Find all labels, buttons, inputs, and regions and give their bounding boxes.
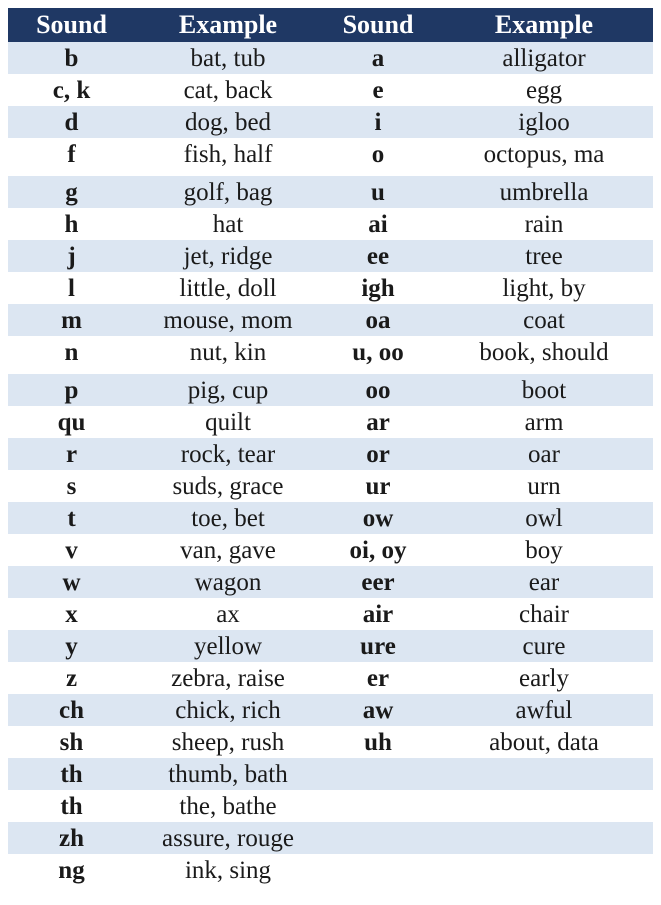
example-cell-left: toe, bet (135, 502, 321, 534)
sound-cell-left: m (8, 304, 135, 336)
table-row (8, 406, 653, 438)
table-body (8, 42, 653, 886)
table-row (8, 176, 653, 208)
sound-cell-right: oa (321, 304, 435, 336)
table-row (8, 758, 653, 790)
example-cell-left: ax (135, 598, 321, 630)
example-cell-left: zebra, raise (135, 662, 321, 694)
sound-cell-right (321, 758, 435, 790)
example-cell-left: dog, bed (135, 106, 321, 138)
table-row (8, 662, 653, 694)
sound-cell-left: z (8, 662, 135, 694)
example-cell-right: oar (435, 438, 653, 470)
sound-cell-right: ow (321, 502, 435, 534)
example-cell-right: boot (435, 374, 653, 406)
sound-cell-left: ch (8, 694, 135, 726)
column-header-example-1: Example (135, 8, 321, 42)
sound-cell-right (321, 790, 435, 822)
example-cell-left: yellow (135, 630, 321, 662)
sound-cell-left: r (8, 438, 135, 470)
sound-cell-right: ai (321, 208, 435, 240)
example-cell-right: tree (435, 240, 653, 272)
table-row (8, 502, 653, 534)
sound-cell-left: n (8, 336, 135, 368)
example-cell-left: fish, half (135, 138, 321, 170)
example-cell-right: cure (435, 630, 653, 662)
table-row (8, 336, 653, 368)
sound-cell-left: y (8, 630, 135, 662)
example-cell-right: ear (435, 566, 653, 598)
example-cell-left: thumb, bath (135, 758, 321, 790)
example-cell-right (435, 758, 653, 790)
example-cell-right (435, 790, 653, 822)
sound-cell-left: sh (8, 726, 135, 758)
table-row (8, 790, 653, 822)
example-cell-right: coat (435, 304, 653, 336)
example-cell-right: egg (435, 74, 653, 106)
sound-cell-left: w (8, 566, 135, 598)
sound-cell-left: l (8, 272, 135, 304)
sound-cell-left: zh (8, 822, 135, 854)
example-cell-left: suds, grace (135, 470, 321, 502)
sound-cell-left: h (8, 208, 135, 240)
sound-cell-right: oo (321, 374, 435, 406)
example-cell-left: assure, rouge (135, 822, 321, 854)
example-cell-right: owl (435, 502, 653, 534)
example-cell-left: pig, cup (135, 374, 321, 406)
sound-cell-left: t (8, 502, 135, 534)
example-cell-left: little, doll (135, 272, 321, 304)
example-cell-left: van, gave (135, 534, 321, 566)
example-cell-right (435, 854, 653, 886)
sound-cell-left: b (8, 42, 135, 74)
table-row (8, 694, 653, 726)
table-row (8, 630, 653, 662)
sound-cell-left: j (8, 240, 135, 272)
table-row (8, 726, 653, 758)
example-cell-right: about, data (435, 726, 653, 758)
example-cell-right: igloo (435, 106, 653, 138)
example-cell-right: umbrella (435, 176, 653, 208)
sound-cell-left: th (8, 790, 135, 822)
example-cell-right: awful (435, 694, 653, 726)
sound-cell-left: s (8, 470, 135, 502)
sound-cell-left: g (8, 176, 135, 208)
table-row (8, 272, 653, 304)
table-header (8, 8, 653, 42)
table-row (8, 74, 653, 106)
sound-cell-left: c, k (8, 74, 135, 106)
sound-cell-left: qu (8, 406, 135, 438)
sound-cell-right: ee (321, 240, 435, 272)
example-cell-left: wagon (135, 566, 321, 598)
table-row (8, 566, 653, 598)
sound-cell-right: o (321, 138, 435, 170)
table-row (8, 854, 653, 886)
column-header-example-2: Example (435, 8, 653, 42)
example-cell-left: bat, tub (135, 42, 321, 74)
sound-cell-right: igh (321, 272, 435, 304)
sound-cell-right (321, 822, 435, 854)
sound-cell-right: er (321, 662, 435, 694)
sound-cell-right: u, oo (321, 336, 435, 368)
table-row (8, 374, 653, 406)
table-row (8, 438, 653, 470)
example-cell-right: book, should (435, 336, 653, 368)
sound-cell-right (321, 854, 435, 886)
column-header-sound-2: Sound (321, 8, 435, 42)
example-cell-left: mouse, mom (135, 304, 321, 336)
example-cell-left: quilt (135, 406, 321, 438)
table-row (8, 822, 653, 854)
example-cell-right: early (435, 662, 653, 694)
sound-cell-right: ar (321, 406, 435, 438)
sound-cell-left: d (8, 106, 135, 138)
example-cell-left: sheep, rush (135, 726, 321, 758)
sound-cell-right: e (321, 74, 435, 106)
sound-cell-right: oi, oy (321, 534, 435, 566)
table-row (8, 240, 653, 272)
example-cell-right: octopus, ma (435, 138, 653, 170)
example-cell-left: hat (135, 208, 321, 240)
sound-cell-right: or (321, 438, 435, 470)
example-cell-right: boy (435, 534, 653, 566)
example-cell-right: alligator (435, 42, 653, 74)
table-row (8, 42, 653, 74)
table-row (8, 598, 653, 630)
example-cell-left: the, bathe (135, 790, 321, 822)
example-cell-left: golf, bag (135, 176, 321, 208)
table-row (8, 106, 653, 138)
sound-cell-left: th (8, 758, 135, 790)
example-cell-right: chair (435, 598, 653, 630)
table-row (8, 534, 653, 566)
sound-cell-left: p (8, 374, 135, 406)
example-cell-left: nut, kin (135, 336, 321, 368)
sound-cell-right: uh (321, 726, 435, 758)
example-cell-right: arm (435, 406, 653, 438)
sound-cell-right: a (321, 42, 435, 74)
sound-cell-right: u (321, 176, 435, 208)
table-row (8, 208, 653, 240)
sound-cell-right: eer (321, 566, 435, 598)
table-row (8, 470, 653, 502)
example-cell-right: rain (435, 208, 653, 240)
sound-cell-right: air (321, 598, 435, 630)
example-cell-left: ink, sing (135, 854, 321, 886)
sound-cell-left: v (8, 534, 135, 566)
example-cell-right: urn (435, 470, 653, 502)
table-row (8, 304, 653, 336)
sound-cell-left: x (8, 598, 135, 630)
header-row (8, 8, 653, 42)
sound-cell-left: ng (8, 854, 135, 886)
example-cell-left: jet, ridge (135, 240, 321, 272)
example-cell-left: chick, rich (135, 694, 321, 726)
sound-cell-right: ur (321, 470, 435, 502)
example-cell-left: rock, tear (135, 438, 321, 470)
phonics-table (8, 8, 653, 886)
column-header-sound-1: Sound (8, 8, 135, 42)
example-cell-left: cat, back (135, 74, 321, 106)
sound-cell-right: ure (321, 630, 435, 662)
sound-cell-right: i (321, 106, 435, 138)
sound-cell-right: aw (321, 694, 435, 726)
table-row (8, 138, 653, 170)
example-cell-right (435, 822, 653, 854)
example-cell-right: light, by (435, 272, 653, 304)
sound-cell-left: f (8, 138, 135, 170)
